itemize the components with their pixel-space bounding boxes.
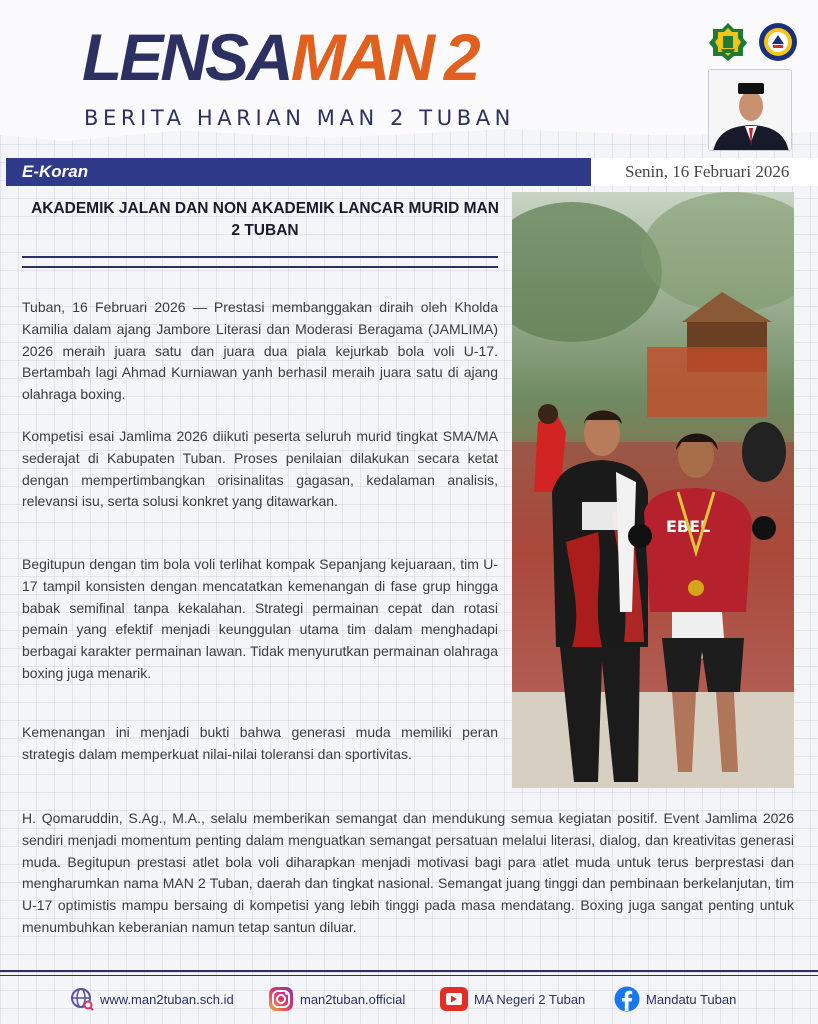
instagram-icon <box>268 986 294 1012</box>
youtube-link[interactable] <box>440 984 585 1014</box>
instagram-link[interactable] <box>268 984 405 1014</box>
article-paragraph: Begitupun dengan tim bola voli terlihat kompak Sepanjang kejuaraan, tim U-17 tampil konsisten dengan mencatatkan kemenangan di fase grup hingga babak semifinal tanpa kekalahan. Strategi permainan cepat dan rotasi pemain yang efektif menjadi keunggulan utama tim dalam menghadapi berbagai karakter permainan lawan. Tidak menyurutkan permainan olahraga boxing juga menarik. <box>22 556 498 681</box>
footer-divider <box>0 975 818 976</box>
website-link[interactable] <box>70 984 234 1014</box>
publication-date: Senin, 16 Februari 2026 <box>591 158 818 186</box>
facebook-icon <box>614 986 640 1012</box>
logo-number: 2 <box>444 20 478 94</box>
tagline: BERITA HARIAN MAN 2 TUBAN <box>84 106 515 130</box>
section-label: E-Koran <box>22 162 89 181</box>
youtube-text: MA Negeri 2 Tuban <box>474 991 586 1007</box>
article-photo <box>512 192 794 788</box>
instagram-text: man2tuban.official <box>300 991 406 1007</box>
section-bar <box>6 158 816 186</box>
kemenag-emblem-icon <box>708 22 748 62</box>
masthead <box>0 0 818 155</box>
website-text: www.man2tuban.sch.id <box>100 991 234 1007</box>
newspaper-logo <box>82 20 478 94</box>
facebook-text: Mandatu Tuban <box>646 991 737 1007</box>
portrait-image <box>709 70 792 151</box>
athletes-photo-image <box>512 192 794 788</box>
headline-divider <box>22 256 498 258</box>
headline-divider <box>22 266 498 268</box>
footer <box>0 984 818 1014</box>
shirt-print-text: EBEL <box>666 517 711 536</box>
footer-divider <box>0 970 818 972</box>
article-paragraph: Kemenangan ini menjadi bukti bahwa generasi muda memiliki peran strategis dalam memperkuat nilai-nilai toleransi dan sportivitas. <box>22 724 498 762</box>
logo-lensa: LENSA <box>82 20 291 94</box>
headmaster-portrait <box>708 69 792 151</box>
globe-icon <box>70 987 94 1011</box>
logo-man: MAN <box>290 20 432 94</box>
article-paragraph: Kompetisi esai Jamlima 2026 diikuti peserta seluruh murid tingkat SMA/MA sederajat di Kabupaten Tuban. Proses penilaian dilakukan secara ketat dengan mempertimbangkan orisinalitas gagasan, kedalaman analisis, relevansi isu, serta solusi konkret yang ditawarkan. <box>22 428 498 510</box>
article-headline: AKADEMIK JALAN DAN NON AKADEMIK LANCAR MURID MAN 2 TUBAN <box>31 200 499 239</box>
article-paragraph: Tuban, 16 Februari 2026 — Prestasi membanggakan diraih oleh Kholda Kamilia dalam ajang Jambore Literasi dan Moderasi Beragama (JAMLIMA) 2026 meraih juara satu dan juara dua piala kejurkab bola voli U-17. Bertambah lagi Ahmad Kurniawan yanh berhasil meraih juara satu di ajang olahraga boxing. <box>22 299 498 403</box>
article-paragraph: H. Qomaruddin, S.Ag., M.A., selalu memberikan semangat dan mendukung semua kegiatan positif. Event Jamlima 2026 sendiri menjadi momentum penting dalam menguatkan semangat persatuan melalui literasi, dialog, dan kreativitas generasi muda. Begitupun prestasi atlet bola voli diharapkan menjadi motivasi bagi para atlet muda untuk terus berprestasi dan mengharumkan nama MAN 2 Tuban, daerah dan tingkat nasional. Semangat juang tinggi dan pembinaan berkelanjutan, tim U-17 optimistis mampu bersaing di kompetisi yang lebih tinggi pada masa mendatang. Boxing juga sangat penting untuk menumbuhkan keberanian namun tetap santun diluar. <box>22 810 794 935</box>
facebook-link[interactable] <box>614 984 736 1014</box>
youtube-icon <box>440 986 468 1012</box>
man2-school-emblem-icon <box>758 22 798 62</box>
